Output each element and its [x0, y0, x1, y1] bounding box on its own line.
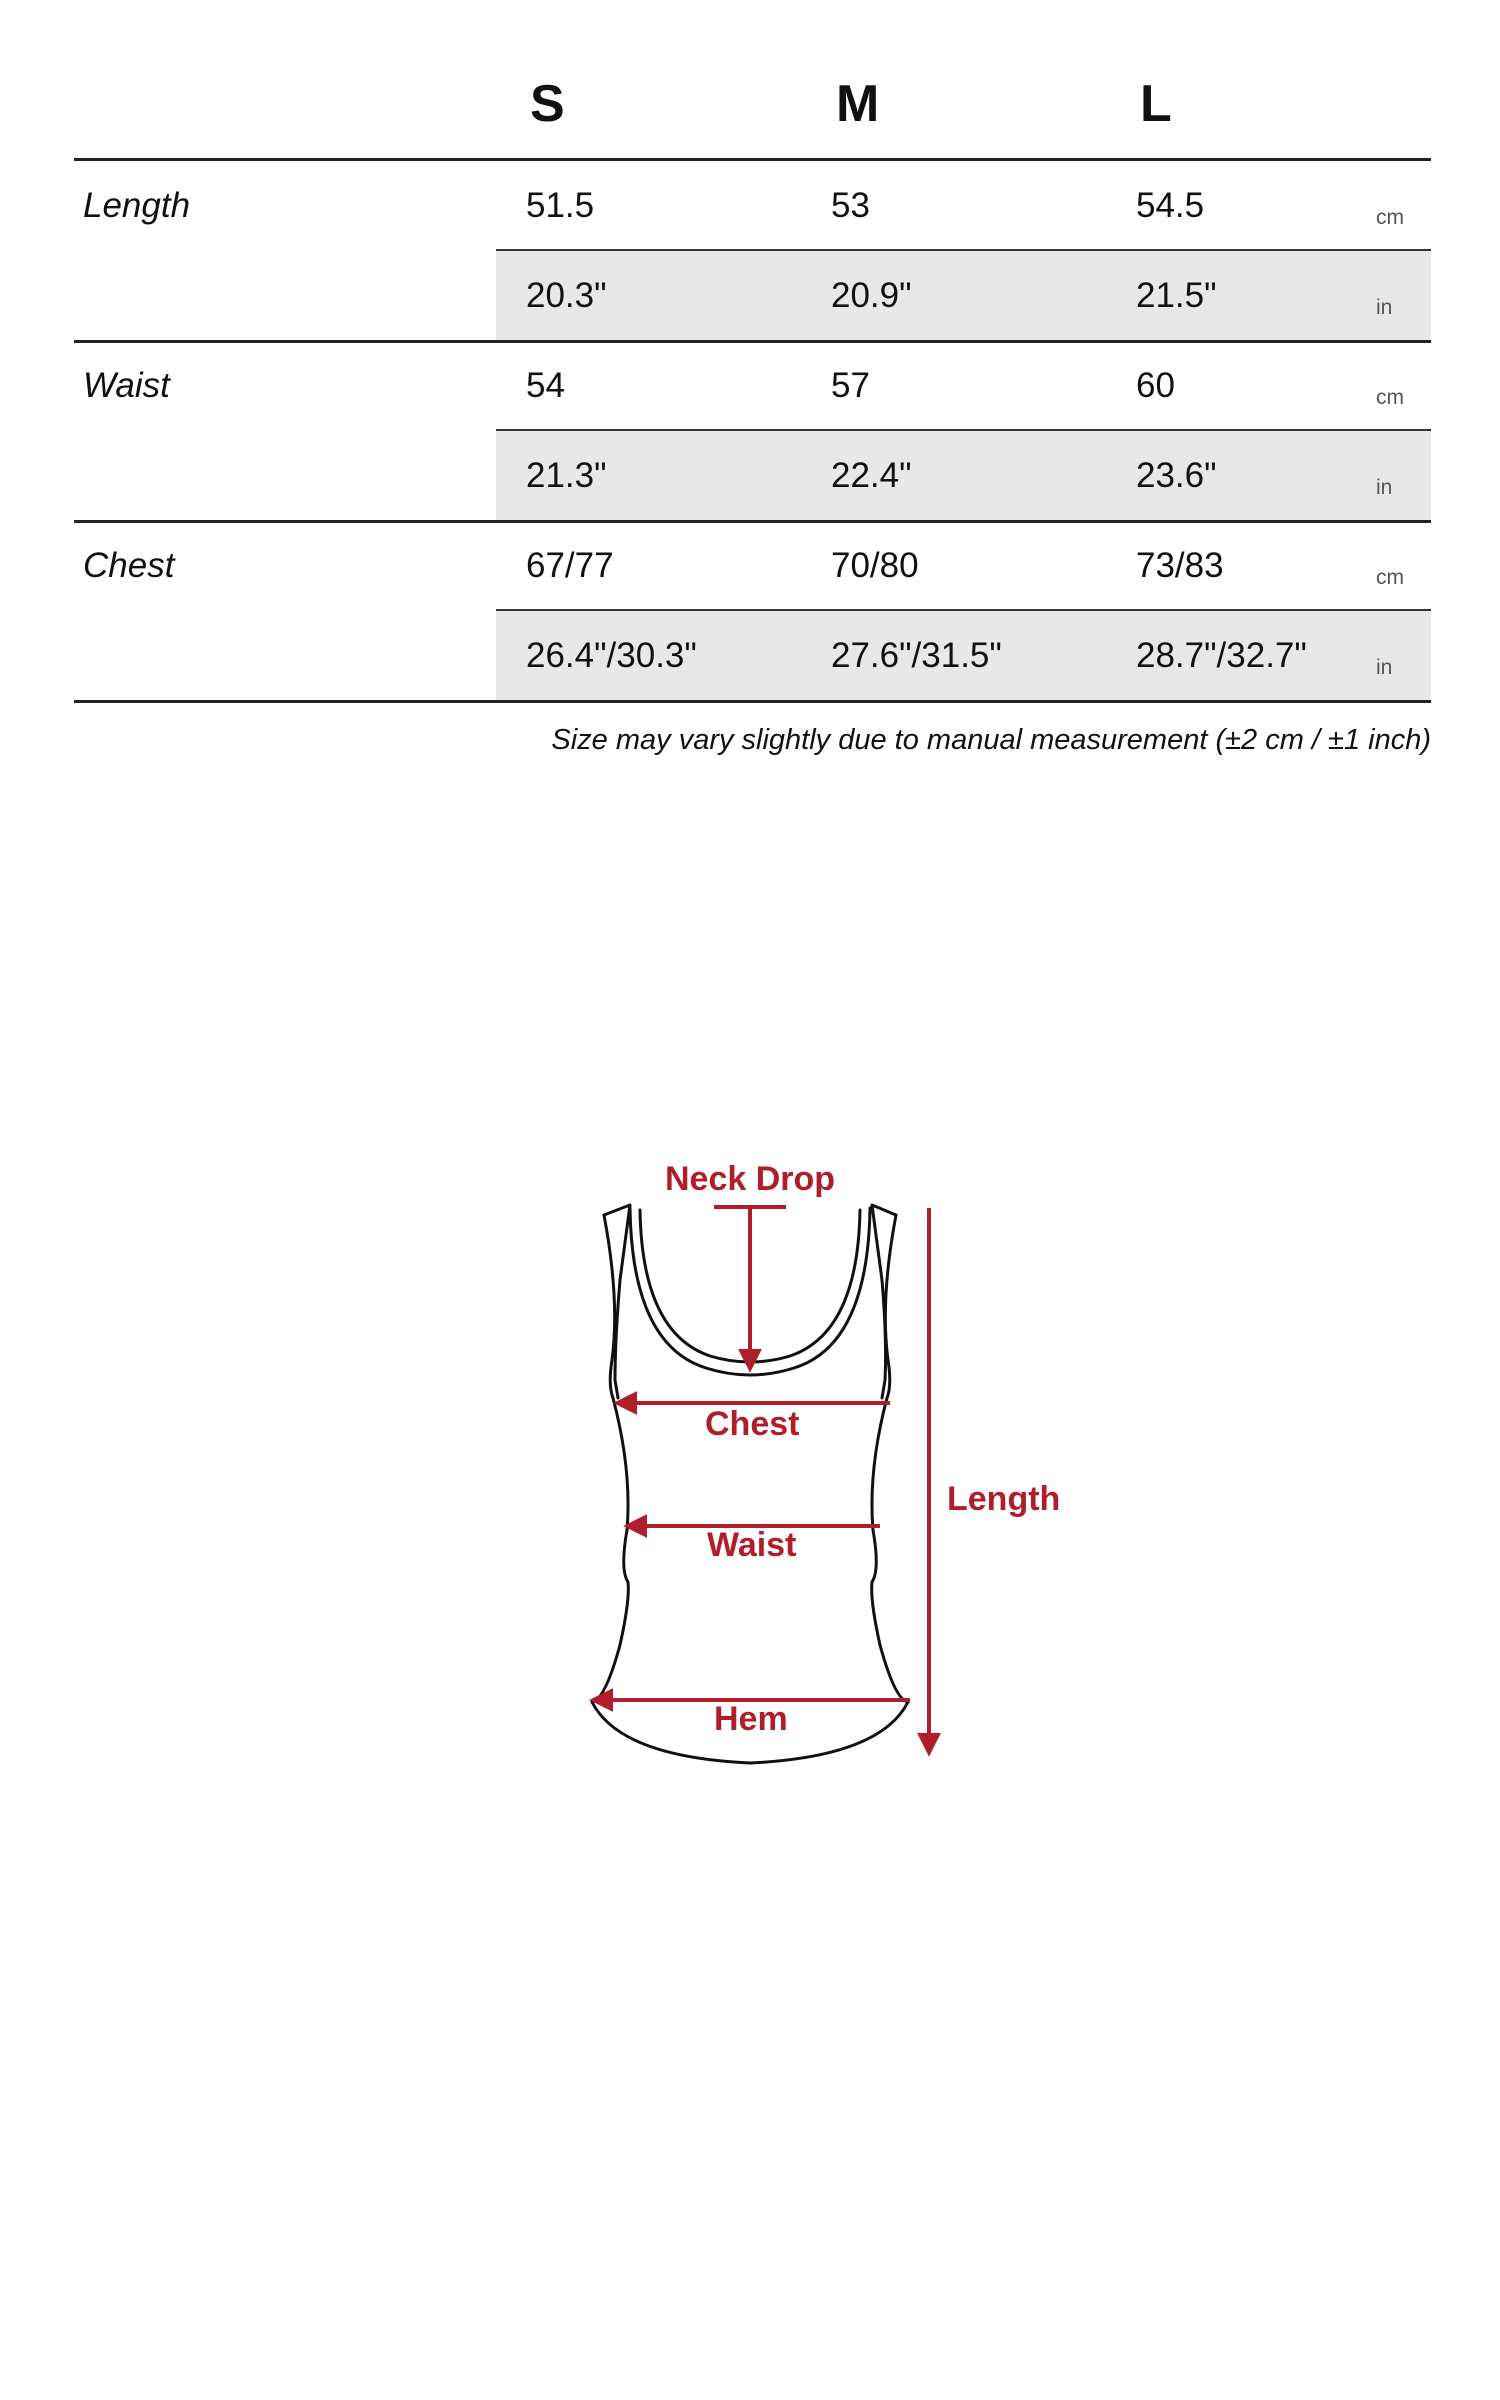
- label-length: Length: [947, 1480, 1061, 1518]
- table-rule: [74, 340, 1431, 343]
- row-label-waist: Waist: [83, 366, 170, 405]
- table-cell: 67/77: [526, 546, 614, 585]
- size-header-m: M: [836, 75, 880, 133]
- size-table: [74, 0, 1431, 756]
- table-cell: 22.4": [831, 456, 912, 495]
- unit-cm: cm: [1376, 566, 1404, 589]
- unit-cm: cm: [1376, 386, 1404, 409]
- table-cell: 54: [526, 366, 565, 405]
- label-chest: Chest: [705, 1405, 800, 1443]
- measurement-note: Size may vary slightly due to manual measurement (±2 cm / ±1 inch): [551, 724, 1431, 756]
- row-shade: [496, 431, 1431, 520]
- table-cell: 27.6"/31.5": [831, 636, 1002, 675]
- table-cell: 20.9": [831, 276, 912, 315]
- table-cell: 53: [831, 186, 870, 225]
- table-cell: 21.5": [1136, 276, 1217, 315]
- row-label-length: Length: [83, 186, 191, 225]
- table-cell: 28.7"/32.7": [1136, 636, 1307, 675]
- row-label-chest: Chest: [83, 546, 175, 585]
- table-rule: [74, 158, 1431, 161]
- table-cell: 20.3": [526, 276, 607, 315]
- unit-in: in: [1376, 656, 1393, 679]
- table-cell: 73/83: [1136, 546, 1224, 585]
- unit-in: in: [1376, 476, 1393, 499]
- table-cell: 26.4"/30.3": [526, 636, 697, 675]
- label-hem: Hem: [714, 1700, 788, 1738]
- label-waist: Waist: [707, 1526, 797, 1564]
- size-header-l: L: [1140, 75, 1172, 133]
- size-header-s: S: [530, 75, 565, 133]
- unit-in: in: [1376, 296, 1393, 319]
- table-cell: 57: [831, 366, 870, 405]
- table-cell: 23.6": [1136, 456, 1217, 495]
- unit-cm: cm: [1376, 206, 1404, 229]
- table-rule: [74, 520, 1431, 523]
- table-cell: 21.3": [526, 456, 607, 495]
- table-cell: 70/80: [831, 546, 919, 585]
- table-cell: 51.5: [526, 186, 595, 225]
- label-neck-drop: Neck Drop: [665, 1160, 836, 1198]
- table-cell: 54.5: [1136, 186, 1205, 225]
- table-cell: 60: [1136, 366, 1175, 405]
- table-rule: [74, 700, 1431, 703]
- row-shade: [496, 251, 1431, 340]
